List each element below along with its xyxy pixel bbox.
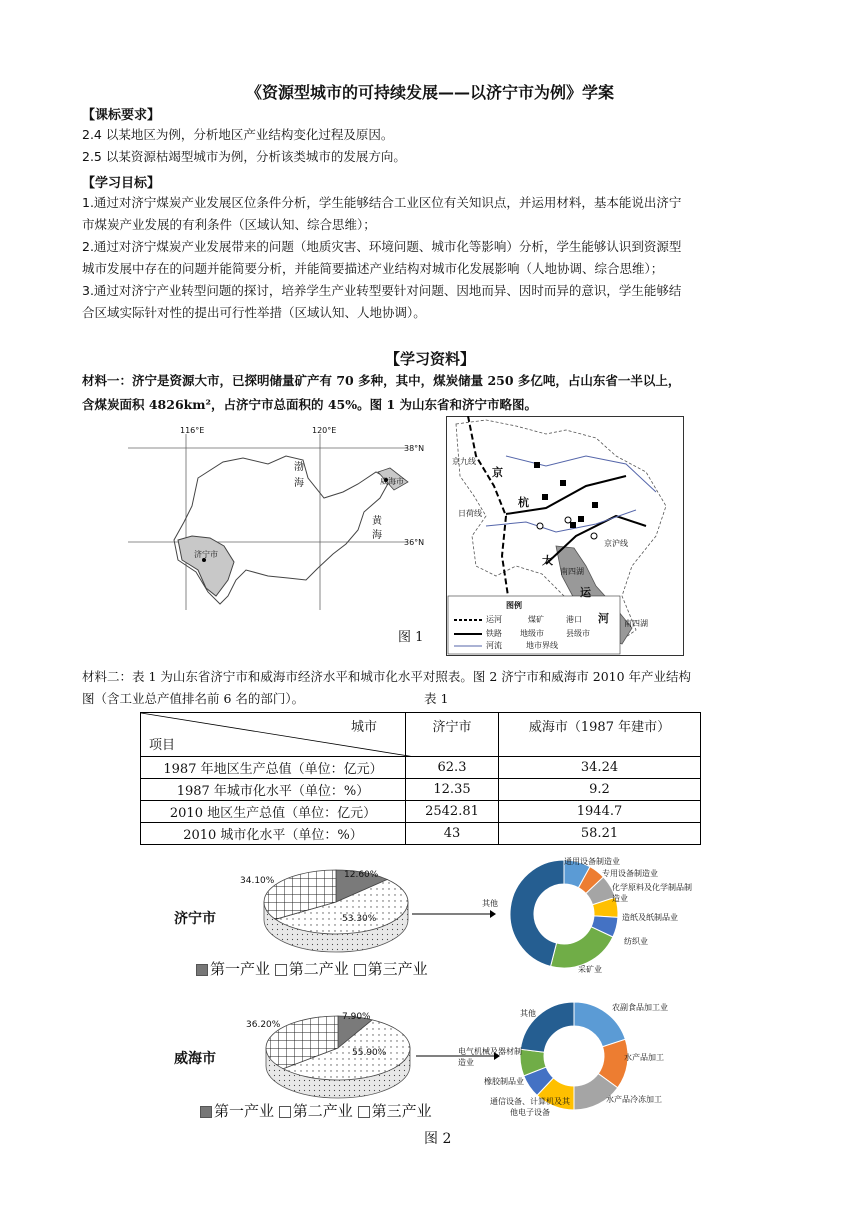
- figure2-caption: 图 2: [424, 1131, 452, 1147]
- figure1-caption: 图 1: [398, 630, 424, 645]
- map-label: 日荷线: [458, 509, 482, 518]
- pie-legend: [196, 958, 428, 979]
- column-header: 威海市（1987 年建市）: [499, 713, 701, 757]
- legend-label: 第一产业: [214, 1102, 275, 1120]
- legend-item: 煤矿: [528, 615, 544, 624]
- cell: 12.35: [406, 779, 499, 801]
- table1-caption: 表 1: [424, 691, 449, 706]
- donut-label: 专用设备制造业: [602, 869, 658, 878]
- legend-item: 港口: [566, 615, 582, 624]
- sea-label: 黄: [372, 516, 382, 527]
- table-row: [141, 823, 701, 845]
- pie-label: 36.20%: [246, 1020, 281, 1030]
- legend-swatch: [354, 964, 366, 976]
- objective-line: 3.通过对济宁产业转型问题的探讨，培养学生产业转型要针对问题、因地而异、因时而异的意识，学生能够结: [82, 283, 682, 298]
- legend-item: 县级市: [566, 629, 590, 638]
- map-label: 京沪线: [604, 539, 628, 548]
- legend-item: 河流: [486, 641, 502, 650]
- cell: 43: [406, 823, 499, 845]
- donut-label: 造纸及纸制品业: [622, 913, 678, 922]
- donut-label: 其他: [520, 1009, 536, 1018]
- map-label: 运: [580, 586, 591, 599]
- standard-item-2: 2.5 以某资源枯竭型城市为例，分析该类城市的发展方向。: [82, 149, 406, 164]
- lon-label: 120°E: [312, 426, 337, 435]
- sea-label: 渤: [294, 462, 304, 473]
- page-title: 《资源型城市的可持续发展——以济宁市为例》学案: [245, 83, 614, 102]
- donut-label: 水产品冷冻加工: [606, 1095, 662, 1104]
- map-label: 河: [598, 612, 609, 625]
- material1-line2: 含煤炭面积 4826km²，占济宁市总面积的 45%。图 1 为山东省和济宁市略图。: [82, 397, 538, 412]
- objective-line: 合区域实际针对性的提出可行性举措（区域认知、人地协调）。: [82, 305, 426, 320]
- objective-line: 2.通过对济宁煤炭产业发展带来的问题（地质灾害、环境问题、城市化等影响）分析，学生能够认识到资源型: [82, 239, 682, 254]
- pie-label: 55.90%: [352, 1048, 387, 1058]
- lon-label: 116°E: [180, 426, 205, 435]
- legend-swatch: [200, 1106, 212, 1118]
- donut-label: 通信设备、计算机及其他电子设备: [490, 1097, 570, 1117]
- corner-top-label: 城市: [350, 720, 377, 735]
- donut-label: 采矿业: [578, 965, 602, 974]
- legend-item: 铁路: [486, 629, 502, 638]
- material2-line2: 图（含工业总产值排名前 6 名的部门）。: [82, 691, 305, 706]
- legend-item: 地级市: [520, 629, 544, 638]
- standard-item-1: 2.4 以某地区为例，分析地区产业结构变化过程及原因。: [82, 127, 394, 142]
- pie-label: 34.10%: [240, 876, 275, 886]
- cell: 2542.81: [406, 801, 499, 823]
- legend-label: 第二产业: [288, 960, 349, 978]
- cell: 58.21: [499, 823, 701, 845]
- pie-label: 53.30%: [342, 914, 377, 924]
- donut-label: 纺织业: [624, 937, 648, 946]
- legend-label: 第二产业: [292, 1102, 353, 1120]
- legend-swatch: [196, 964, 208, 976]
- legend-item: 运河: [486, 615, 502, 624]
- column-header: 济宁市: [406, 713, 499, 757]
- map-label: 大: [542, 554, 553, 567]
- pie-label: 12.60%: [344, 870, 379, 880]
- map-label: 南四湖: [624, 619, 648, 628]
- city-label-jining: 济宁市: [194, 550, 218, 559]
- shandong-map: [128, 420, 428, 610]
- corner-bottom-label: 项目: [149, 738, 176, 753]
- sea-label: 海: [294, 478, 304, 489]
- cell: 62.3: [406, 757, 499, 779]
- row-label: 2010 城市化水平（单位：%）: [141, 823, 406, 845]
- table-row: [141, 801, 701, 823]
- cell: 34.24: [499, 757, 701, 779]
- city-label-weihai: 威海市: [380, 477, 404, 486]
- lat-label: 36°N: [404, 538, 425, 547]
- arrow-icon: [410, 908, 496, 920]
- map-legend-title: 图例: [506, 601, 522, 610]
- donut-label: 橡胶制品业: [484, 1077, 524, 1086]
- legend-swatch: [358, 1106, 370, 1118]
- table1: [140, 712, 701, 845]
- row-label: 1987 年地区生产总值（单位：亿元）: [141, 757, 406, 779]
- row-label: 1987 年城市化水平（单位：%）: [141, 779, 406, 801]
- table-corner: [141, 713, 406, 757]
- legend-label: 第一产业: [210, 960, 271, 978]
- legend-swatch: [279, 1106, 291, 1118]
- objective-line: 市煤炭产业发展的有利条件（区域认知、综合思维）；: [82, 217, 376, 232]
- donut-label: 其他: [482, 899, 498, 908]
- pie-chart-weihai: [262, 1008, 422, 1108]
- pie-label: 7.90%: [342, 1012, 371, 1022]
- donut-segment-采矿业: [551, 927, 613, 968]
- table-row: [141, 779, 701, 801]
- donut-label: 水产品加工: [624, 1053, 664, 1062]
- cell: 9.2: [499, 779, 701, 801]
- pie-chart-jining: [260, 862, 420, 962]
- standards-heading: 【课标要求】: [82, 108, 161, 123]
- legend-swatch: [275, 964, 287, 976]
- objectives-heading: 【学习目标】: [82, 176, 161, 191]
- table-row: [141, 757, 701, 779]
- legend-item: 地市界线: [526, 641, 558, 650]
- jining-map: [446, 416, 684, 656]
- map-label: 杭: [518, 496, 529, 509]
- objective-line: 1.通过对济宁煤炭产业发展区位条件分析，学生能够结合工业区位有关知识点，并运用材料，基本能说出济宁: [82, 195, 682, 210]
- donut-label: 电气机械及器材制造业: [458, 1047, 522, 1067]
- row-label: 2010 地区生产总值（单位：亿元）: [141, 801, 406, 823]
- donut-label: 通用设备制造业: [564, 857, 620, 866]
- city-label: 济宁市: [174, 911, 216, 927]
- map-label: 京九线: [452, 457, 476, 466]
- legend-label: 第三产业: [371, 1102, 432, 1120]
- map-label: 南四湖: [560, 567, 584, 576]
- objective-line: 城市发展中存在的问题并能简要分析，并能简要描述产业结构对城市化发展影响（人地协调、综合思维）；: [82, 261, 664, 276]
- donut-label: 农副食品加工业: [612, 1003, 668, 1012]
- city-label: 威海市: [174, 1051, 216, 1067]
- legend-label: 第三产业: [367, 960, 428, 978]
- lat-label: 38°N: [404, 444, 425, 453]
- pie-legend: [200, 1100, 432, 1121]
- sea-label: 海: [372, 530, 382, 541]
- map-label: 京: [492, 466, 503, 479]
- material1-line1: 材料一：济宁是资源大市，已探明储量矿产有 70 多种，其中，煤炭储量 250 多亿吨，占山东省一半以上，: [82, 373, 681, 388]
- material2-line1: 材料二：表 1 为山东省济宁市和威海市经济水平和城市化水平对照表。图 2 济宁市和威海市 2010 年产业结构: [82, 669, 692, 684]
- donut-label: 化学原料及化学制品制造业: [612, 883, 692, 903]
- cell: 1944.7: [499, 801, 701, 823]
- materials-heading: 【学习资料】: [384, 350, 475, 368]
